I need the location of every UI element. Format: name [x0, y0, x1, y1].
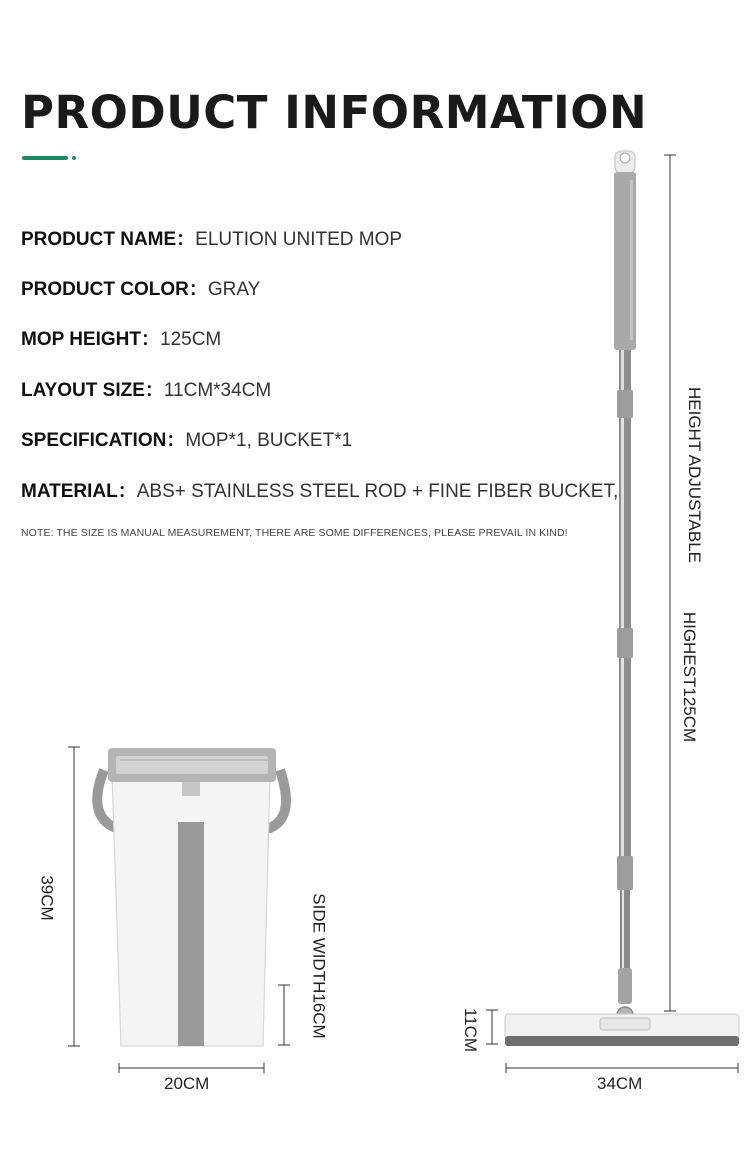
spec-label: PRODUCT COLOR：	[21, 279, 208, 300]
spec-label: LAYOUT SIZE：	[21, 380, 164, 401]
spec-value: 125CM	[160, 329, 222, 350]
spec-label: MATERIAL：	[21, 481, 137, 502]
spec-label: PRODUCT NAME：	[21, 229, 196, 250]
spec-value: 11CM*34CM	[163, 380, 272, 401]
spec-value: GRAY	[207, 279, 261, 300]
bucket-illustration	[97, 748, 286, 1046]
height-adjustable-label: HEIGHT ADJUSTABLE	[685, 386, 705, 564]
mop-head-height-label: 11CM	[461, 1007, 481, 1053]
spec-label: MOP HEIGHT：	[21, 329, 160, 350]
spec-label: SPECIFICATION：	[21, 430, 186, 451]
spec-value: ELUTION UNITED MOP	[195, 229, 403, 250]
bucket-height-label: 39CM	[37, 875, 57, 921]
page-title: PRODUCT INFORMATION	[21, 86, 648, 139]
highest-height-label: HIGHEST125CM	[680, 611, 700, 743]
bucket-side-width-label: SIDE WIDTH16CM	[309, 893, 329, 1039]
spec-value: ABS+ STAINLESS STEEL ROD + FINE FIBER BUCKET,	[136, 481, 619, 502]
spec-value: MOP*1, BUCKET*1	[185, 430, 353, 451]
mop-head-width-label: 34CM	[597, 1074, 643, 1093]
mop-illustration	[505, 151, 739, 1046]
measurement-note: NOTE: THE SIZE IS MANUAL MEASUREMENT, THERE ARE SOME DIFFERENCES, PLEASE PREVAIL IN KIND!	[21, 527, 568, 539]
bucket-width-label: 20CM	[164, 1074, 210, 1093]
